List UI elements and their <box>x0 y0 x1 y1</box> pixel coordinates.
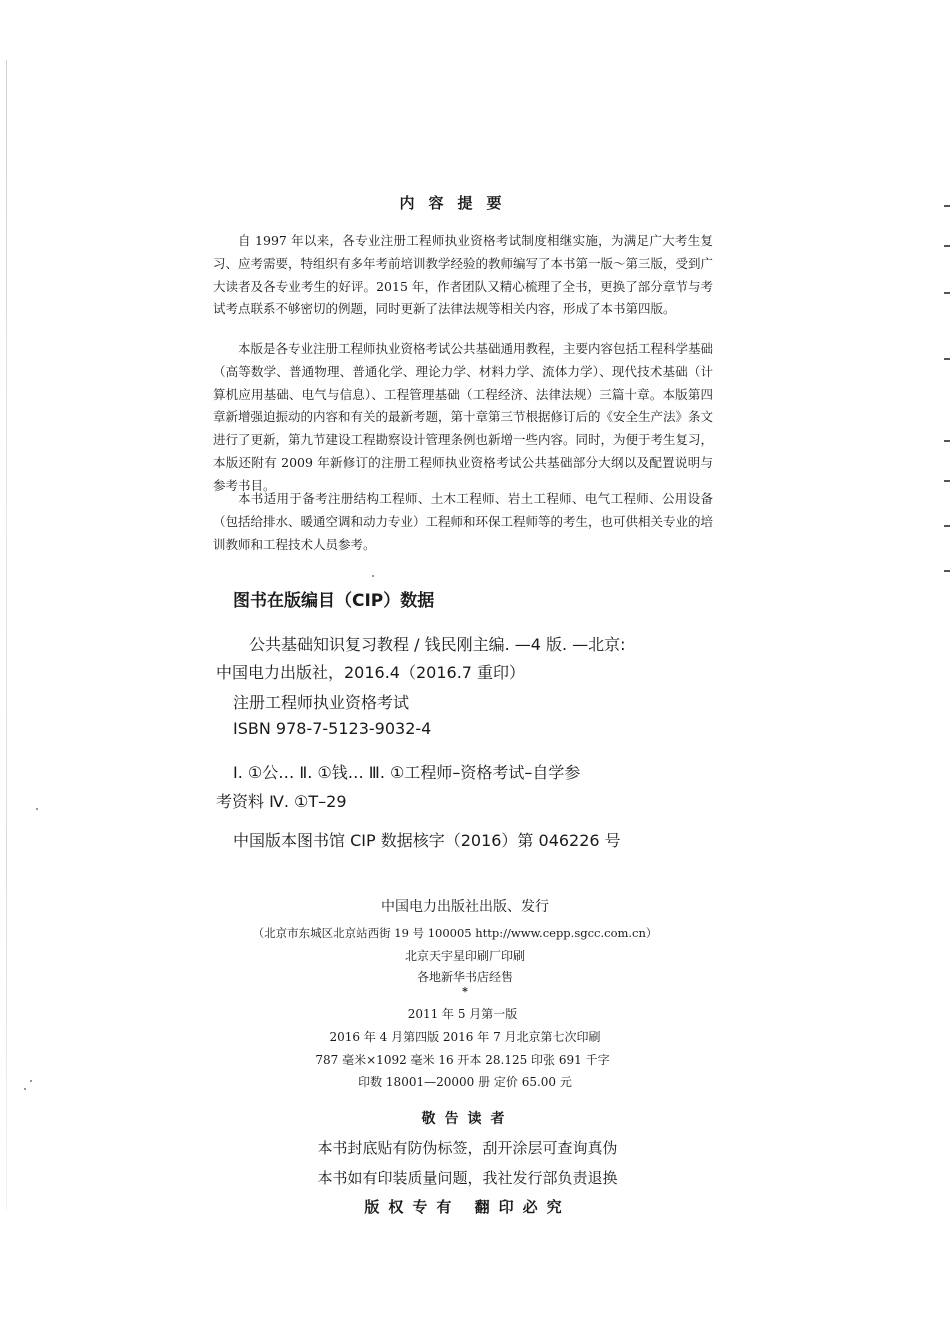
notice-returns: 本书如有印装质量问题，我社发行部负责退换 <box>317 1169 618 1187</box>
cip-title-line: 公共基础知识复习教程 / 钱民刚主编. —4 版. —北京: <box>249 635 626 654</box>
cip-heading: 图书在版编目（CIP）数据 <box>233 591 435 611</box>
scan-margin-mark <box>944 480 950 482</box>
scan-margin-mark <box>944 525 950 527</box>
imprint-separator: * <box>462 985 468 998</box>
cip-classification-line-2: 考资料 Ⅳ. ①T–29 <box>216 792 347 811</box>
scan-margin-mark <box>944 245 950 247</box>
imprint-current-edition: 2016 年 4 月第四版 2016 年 7 月北京第七次印刷 <box>329 1030 601 1044</box>
scan-margin-mark <box>944 570 950 572</box>
scan-speck <box>36 808 38 810</box>
imprint-address: （北京市东城区北京站西街 19 号 100005 http://www.cepp.sgcc.com.cn） <box>252 926 658 940</box>
copyright-notice: 版权专有 翻印必究 <box>364 1198 571 1216</box>
scan-margin-mark <box>944 440 950 442</box>
cip-series-line: 注册工程师执业资格考试 <box>233 693 410 712</box>
imprint-distributor: 各地新华书店经售 <box>416 970 513 984</box>
imprint-first-edition: 2011 年 5 月第一版 <box>407 1007 518 1021</box>
cip-approval-number: 中国版本图书馆 CIP 数据核字（2016）第 046226 号 <box>233 831 621 850</box>
scan-margin-mark <box>944 292 950 294</box>
summary-paragraph-2: 本版是各专业注册工程师执业资格考试公共基础通用教程，主要内容包括工程科学基础（高等数学、普通物理、普通化学、理论力学、材料力学、流体力学）、现代技术基础（计算机应用基础、电气与信息）、工程管理基础（工程经济、法律法规）三篇十章。本版第四章新增强迫振动的内容和有关的最新考题，第十章第三节根据修订后的《安全生产法》条文进行了更新，第九节建设工程勘察设计管理条例也新增一些内容。同时，为便于考生复习，本版还附有 2009 年新修订的注册工程师执业资格考试公共基础部分大纲以及配置说明与参考书目。 <box>213 341 714 493</box>
imprint-printer: 北京天宇星印刷厂印刷 <box>404 949 525 963</box>
summary-paragraph-3: 本书适用于备考注册结构工程师、土木工程师、岩土工程师、电气工程师、公用设备（包括给排水、暖通空调和动力专业）工程师和环保工程师等的考生，也可供相关专业的培训教师和工程技术人员参考。 <box>213 491 714 552</box>
cip-classification-line-1: Ⅰ. ①公… Ⅱ. ①钱… Ⅲ. ①工程师–资格考试–自学参 <box>233 763 581 782</box>
imprint-publisher: 中国电力出版社出版、发行 <box>381 899 549 915</box>
notice-title: 敬告读者 <box>421 1111 514 1127</box>
cip-isbn: ISBN 978-7-5123-9032-4 <box>233 719 432 738</box>
scan-margin-mark <box>944 358 950 360</box>
scan-margin-mark <box>944 205 950 207</box>
imprint-format: 787 毫米×1092 毫米 16 开本 28.125 印张 691 千字 <box>315 1053 610 1067</box>
summary-paragraph-1: 自 1997 年以来，各专业注册工程师执业资格考试制度相继实施，为满足广大考生复习、应考需要，特组织有多年考前培训教学经验的教师编写了本书第一版～第三版，受到广大读者及各专业考生的好评。2015 年，作者团队又精心梳理了全书，更换了部分章节与考试考点联系不够密切的例题，同时更新了法律法规等相关内容，形成了本书第四版。 <box>213 233 714 317</box>
cip-publisher-line: 中国电力出版社，2016.4（2016.7 重印） <box>216 663 526 682</box>
notice-anti-counterfeit: 本书封底贴有防伪标签，刮开涂层可查询真伪 <box>317 1139 618 1157</box>
imprint-print-run-price: 印数 18001—20000 册 定价 65.00 元 <box>358 1075 572 1089</box>
scan-speck <box>372 575 374 577</box>
summary-title: 内容提要 <box>399 194 516 212</box>
